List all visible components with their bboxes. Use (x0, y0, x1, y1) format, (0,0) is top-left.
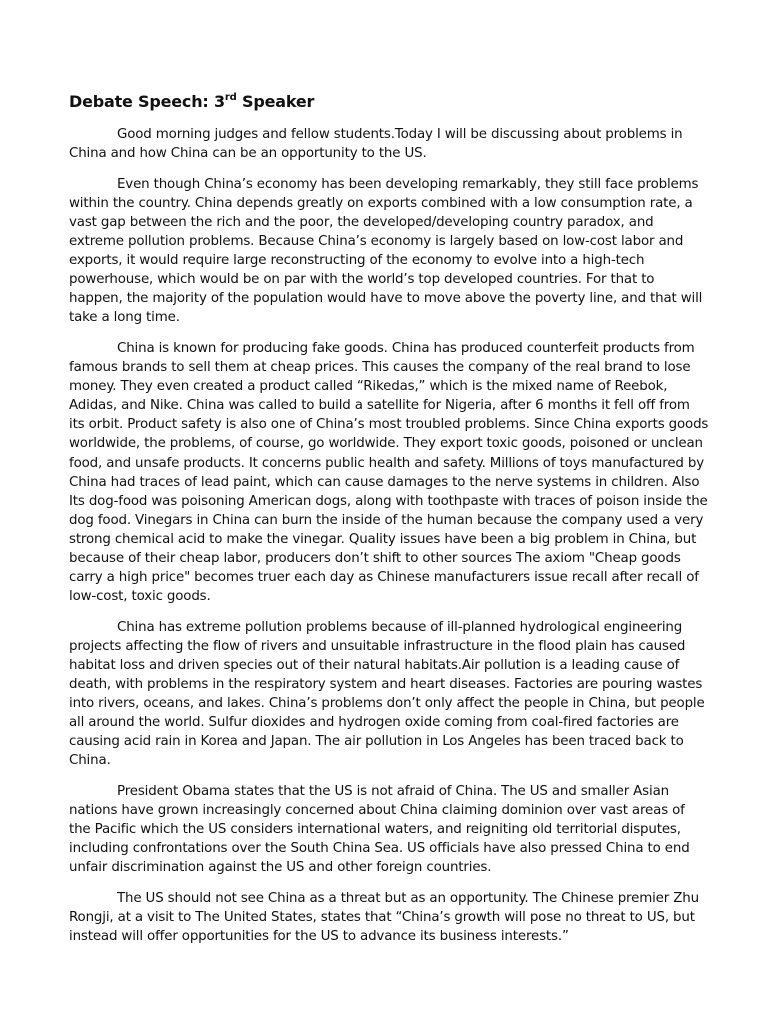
paragraph-fake-goods: China is known for producing fake goods. China has produced counterfeit products from famous brands to sell them at cheap prices. This causes the company of the real brand to lose money. They even created a product called “Rikedas,” which is the mixed name of Reebok, Adidas, and Nike. China was called to build a satellite for Nigeria, after 6 months it fell off from its orbit. Product safety is also one of China’s most troubled problems. Since China exports goods worldwide, the problems, of course, go worldwide. They export toxic goods, poisoned or unclean food, and unsafe products. It concerns public health and safety. Millions of toys manufactured by China had traces of lead paint, which can cause damages to the nerve systems in children. Also Its dog-food was poisoning American dogs, along with toothpaste with traces of poison inside the dog food. Vinegars in China can burn the inside of the human because the company used a very strong chemical acid to make the vinegar. Quality issues have been a big problem in China, but because of their cheap labor, producers don’t shift to other sources The axiom "Cheap goods carry a high price" becomes truer each day as Chinese manufacturers issue recall after recall of low-cost, toxic goods. (69, 340, 709, 605)
title-suffix: Speaker (236, 92, 315, 111)
page-title (69, 91, 314, 113)
paragraph-economy: Even though China’s economy has been developing remarkably, they still face problems within the country. China depends greatly on exports combined with a low consumption rate, a vast gap between the rich and the poor, the developed/developing country paradox, and extreme pollution problems. Because China’s economy is largely based on low-cost labor and exports, it would require large reconstructing of the economy to evolve into a high-tech powerhouse, which would be on par with the world’s top developed countries. For that to happen, the majority of the population would have to move above the poverty line, and that will take a long time. (69, 176, 703, 326)
title-prefix: Debate Speech: 3 (69, 92, 225, 111)
paragraph-obama: President Obama states that the US is not afraid of China. The US and smaller Asian nations have grown increasingly concerned about China claiming dominion over vast areas of the Pacific which the US considers international waters, and reigniting old territorial disputes, including confrontations over the South China Sea. US officials have also pressed China to end unfair discrimination against the US and other foreign countries. (69, 784, 690, 876)
title-superscript: rd (224, 91, 237, 103)
paragraph-pollution: China has extreme pollution problems because of ill-planned hydrological engineering projects affecting the flow of rivers and unsuitable infrastructure in the flood plain has caused habitat loss and driven species out of their natural habitats.Air pollution is a leading cause of death, with problems in the respiratory system and heart diseases. Factories are pouring wastes into rivers, oceans, and lakes. China’s problems don’t only affect the people in China, but people all around the world. Sulfur dioxides and hydrogen oxide coming from coal-fired factories are causing acid rain in Korea and Japan. The air pollution in Los Angeles has been traced back to China. (69, 619, 705, 769)
paragraph-greeting: Good morning judges and fellow students.Today I will be discussing about problems in China and how China can be an opportunity to the US. (69, 127, 683, 162)
paragraph-opportunity: The US should not see China as a threat but as an opportunity. The Chinese premier Zhu Rongji, at a visit to The United States, states that “China’s growth will pose no threat to US, but instead will offer opportunities for the US to advance its business interests.” (69, 890, 699, 945)
document-body (69, 125, 709, 958)
